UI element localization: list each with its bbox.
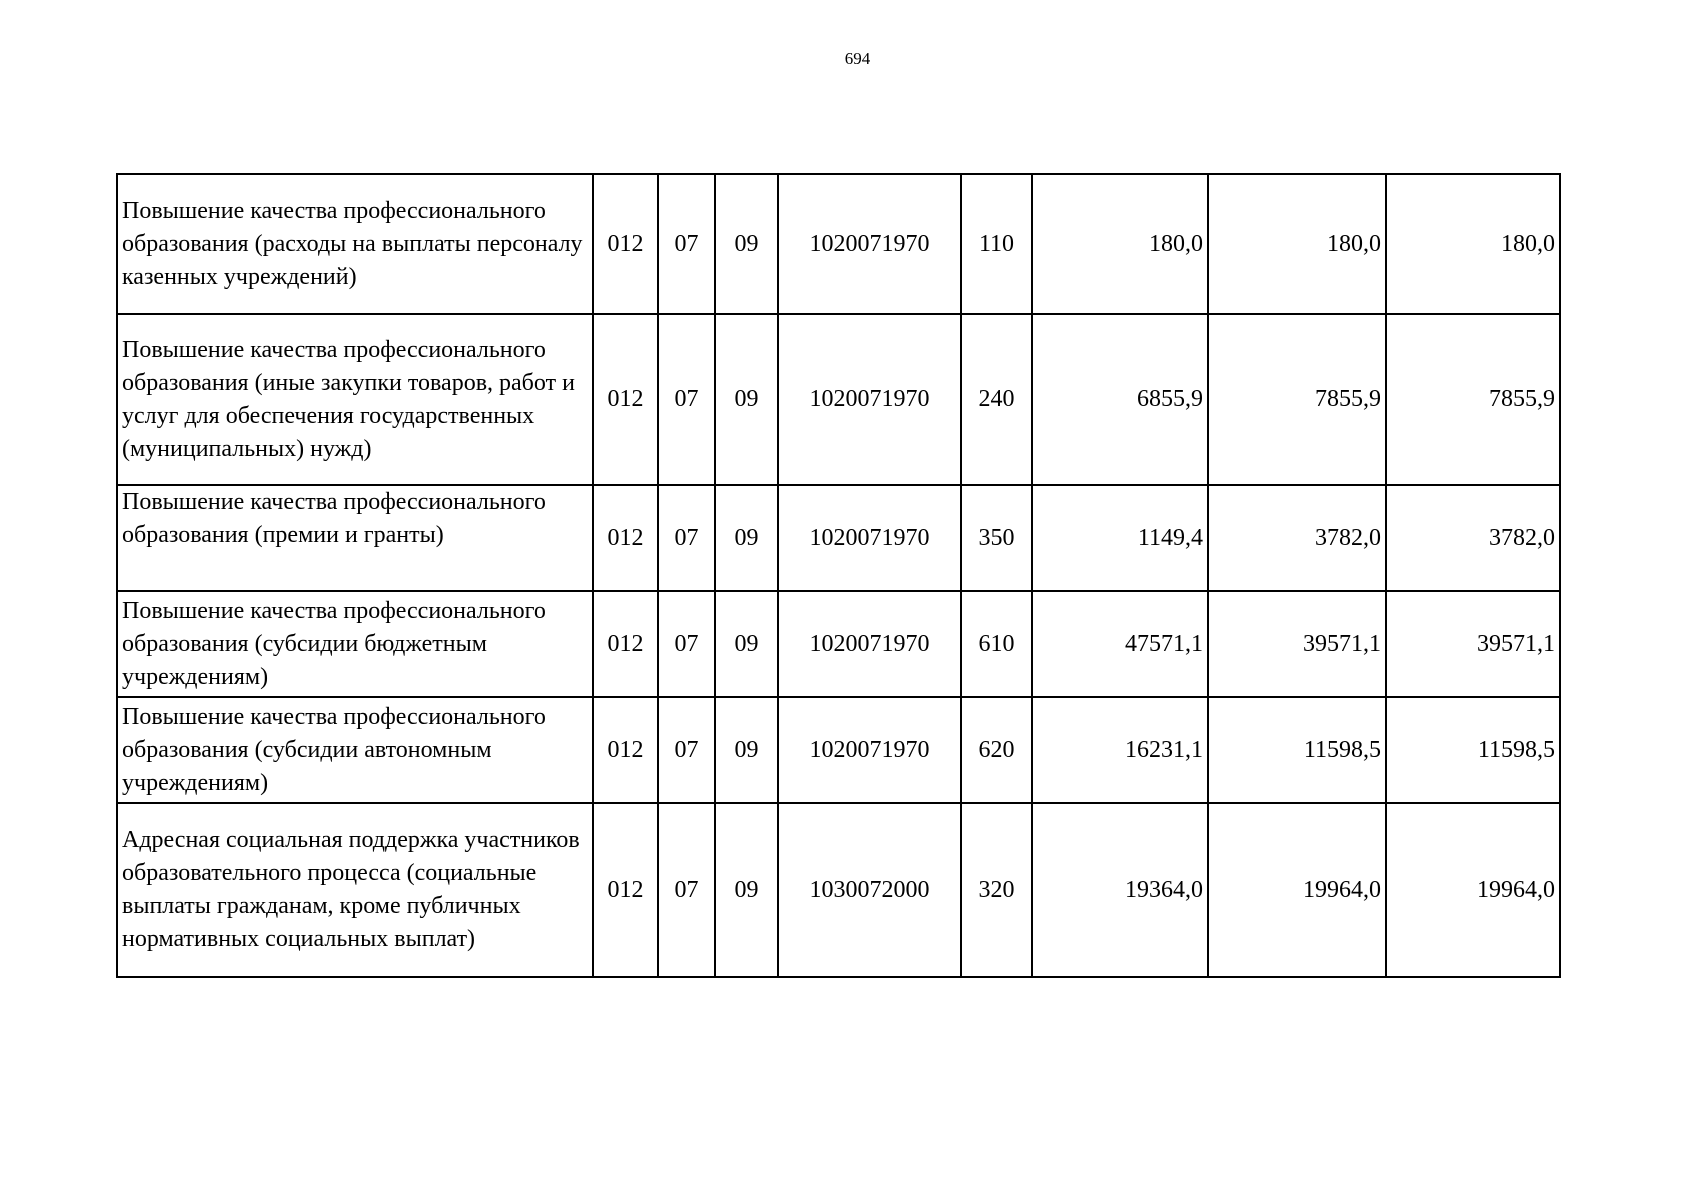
subsection-code: 09 (715, 314, 778, 485)
amount-2: 7855,9 (1208, 314, 1386, 485)
section-code: 07 (658, 697, 715, 803)
subsection-code: 09 (715, 174, 778, 314)
amount-2: 180,0 (1208, 174, 1386, 314)
amount-1: 180,0 (1032, 174, 1208, 314)
table-row (117, 174, 1560, 314)
subsection-code: 09 (715, 697, 778, 803)
amount-1: 16231,1 (1032, 697, 1208, 803)
amount-2: 39571,1 (1208, 591, 1386, 697)
amount-3: 7855,9 (1386, 314, 1560, 485)
row-name: Повышение качества профессионального образования (субсидии бюджетным учреждениям) (117, 591, 593, 697)
expense-type: 350 (961, 485, 1032, 591)
ministry-code: 012 (593, 697, 658, 803)
amount-2: 3782,0 (1208, 485, 1386, 591)
target-article: 1020071970 (778, 485, 961, 591)
subsection-code: 09 (715, 485, 778, 591)
expense-type: 110 (961, 174, 1032, 314)
amount-1: 1149,4 (1032, 485, 1208, 591)
section-code: 07 (658, 174, 715, 314)
ministry-code: 012 (593, 485, 658, 591)
section-code: 07 (658, 314, 715, 485)
amount-2: 19964,0 (1208, 803, 1386, 977)
ministry-code: 012 (593, 803, 658, 977)
section-code: 07 (658, 591, 715, 697)
expense-type: 610 (961, 591, 1032, 697)
ministry-code: 012 (593, 174, 658, 314)
amount-1: 47571,1 (1032, 591, 1208, 697)
target-article: 1020071970 (778, 591, 961, 697)
expense-type: 240 (961, 314, 1032, 485)
ministry-code: 012 (593, 314, 658, 485)
target-article: 1030072000 (778, 803, 961, 977)
subsection-code: 09 (715, 803, 778, 977)
amount-3: 39571,1 (1386, 591, 1560, 697)
amount-1: 6855,9 (1032, 314, 1208, 485)
row-name: Повышение качества профессионального образования (расходы на выплаты персоналу казенных учреждений) (117, 174, 593, 314)
table-row (117, 697, 1560, 803)
amount-1: 19364,0 (1032, 803, 1208, 977)
amount-3: 19964,0 (1386, 803, 1560, 977)
page-number: 694 (844, 49, 871, 68)
section-code: 07 (658, 485, 715, 591)
table-row (117, 314, 1560, 485)
expense-type: 320 (961, 803, 1032, 977)
table-row (117, 485, 1560, 591)
amount-3: 3782,0 (1386, 485, 1560, 591)
row-name: Повышение качества профессионального образования (иные закупки товаров, работ и услуг для обеспечения государственных (муниципальных) нужд) (117, 314, 593, 485)
expense-type: 620 (961, 697, 1032, 803)
section-code: 07 (658, 803, 715, 977)
amount-3: 180,0 (1386, 174, 1560, 314)
amount-3: 11598,5 (1386, 697, 1560, 803)
subsection-code: 09 (715, 591, 778, 697)
target-article: 1020071970 (778, 174, 961, 314)
row-name: Адресная социальная поддержка участников образовательного процесса (социальные выплаты гражданам, кроме публичных нормативных социальных выплат) (117, 803, 593, 977)
target-article: 1020071970 (778, 697, 961, 803)
table-row (117, 803, 1560, 977)
row-name: Повышение качества профессионального образования (премии и гранты) (117, 485, 593, 591)
target-article: 1020071970 (778, 314, 961, 485)
budget-table (116, 173, 1561, 978)
amount-2: 11598,5 (1208, 697, 1386, 803)
row-name: Повышение качества профессионального образования (субсидии автономным учреждениям) (117, 697, 593, 803)
ministry-code: 012 (593, 591, 658, 697)
table-row (117, 591, 1560, 697)
